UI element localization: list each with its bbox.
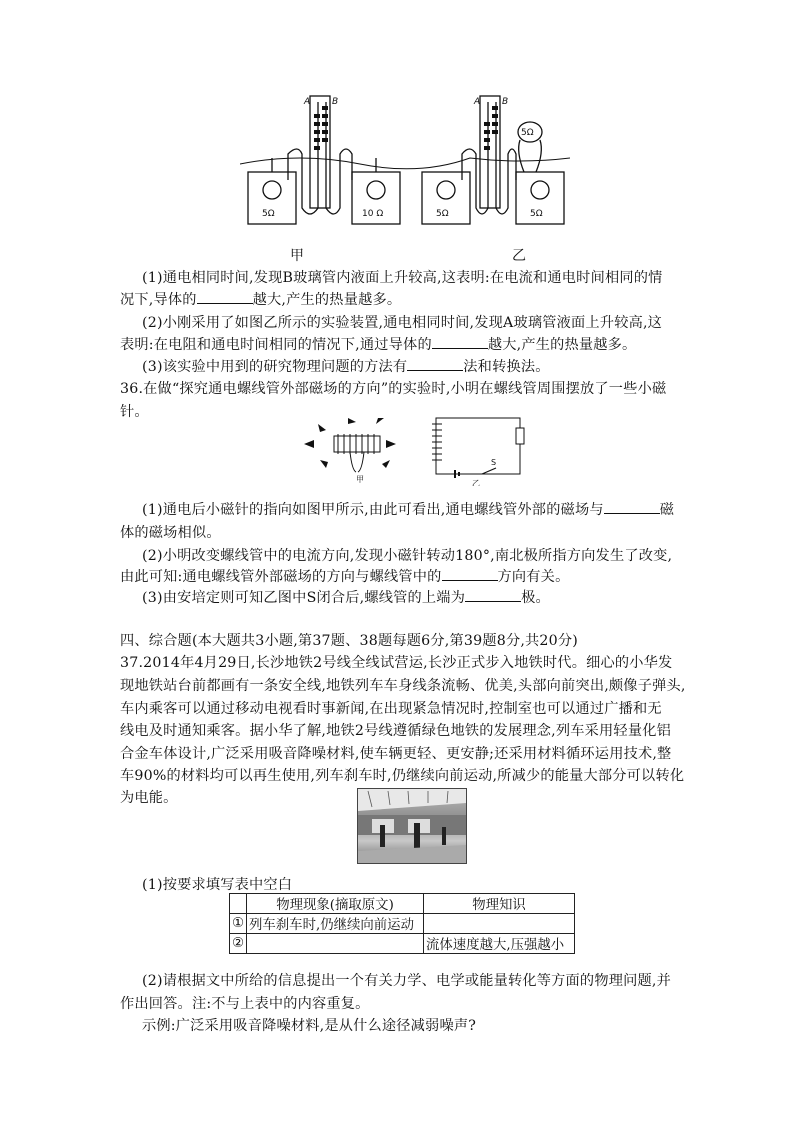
- q35-part2-line1: (2)小刚采用了如图乙所示的实验装置,通电相同时间,发现A玻璃管液面上升较高,这: [142, 315, 663, 331]
- q37-part2-line2: 作出回答。注:不与上表中的内容重复。: [120, 996, 370, 1012]
- resistor-label-5: 5Ω: [521, 128, 534, 138]
- tube-a-label-2: A: [474, 97, 481, 107]
- switch-label: S: [491, 458, 497, 467]
- q36-part2-line2: 由此可知:通电螺线管外部磁场的方向与螺线管中的 方向有关。: [120, 566, 569, 586]
- q35-part2-line2: 表明:在电阻和通电时间相同的情况下,通过导体的 越大,产生的热量越多。: [120, 334, 636, 354]
- answer-blank[interactable]: [432, 334, 488, 349]
- q37-part2-line1: (2)请根据文中所给的信息提出一个有关力学、电学或能量转化等方面的物理问题,并: [142, 973, 671, 989]
- answer-blank[interactable]: [407, 356, 463, 371]
- table-row: [230, 934, 575, 954]
- answer-blank[interactable]: [197, 289, 253, 304]
- table-header-row: [230, 894, 575, 914]
- solenoid-caption-jia: 甲: [356, 475, 364, 484]
- q37-text-line4: 线电及时通知乘客。据小华了解,地铁2号线遵循绿色地铁的发展理念,列车采用轻量化铝: [120, 723, 671, 739]
- solenoid-caption-yi: 乙: [472, 479, 480, 486]
- q37-text-line5: 合金车体设计,广泛采用吸音降噪材料,使车辆更轻、更安静;还采用材料循环运用技术,整: [120, 746, 672, 762]
- joule-heating-figure: [240, 92, 570, 262]
- q35-part1-line1: (1)通电相同时间,发现B玻璃管内液面上升较高,这表明:在电流和通电时间相同的情: [142, 270, 663, 286]
- q37-text-line6: 车90%的材料均可以再生使用,列车刹车时,仍继续向前运动,所减少的能量大部分可以转化: [120, 768, 685, 784]
- q36-part1-line2: 体的磁场相似。: [120, 525, 221, 541]
- tube-a-label: A: [304, 97, 311, 107]
- resistor-label-2: 10 Ω: [362, 209, 384, 219]
- resistor-label-1: 5Ω: [262, 209, 275, 219]
- q37-text-line1: 37.2014年4月29日,长沙地铁2号线全线试营运,长沙正式步入地铁时代。细心的小华发: [120, 655, 673, 671]
- table-header-cell: [230, 894, 247, 914]
- q35-part1-line2: 况下,导体的 越大,产生的热量越多。: [120, 289, 401, 309]
- resistor-label-4: 5Ω: [530, 209, 543, 219]
- q37-text-line3: 车内乘客可以通过移动电视看时事新闻,在出现紧急情况时,控制室也可以通过广播和无: [120, 701, 662, 717]
- answer-table: [229, 893, 575, 954]
- table-cell[interactable]: [424, 914, 575, 934]
- answer-blank[interactable]: [442, 566, 498, 581]
- q37-text-line2: 现地铁站台前都画有一条安全线,地铁列车车身线条流畅、优美,头部向前突出,颇像子弹头,: [120, 678, 686, 694]
- table-cell: ②: [230, 934, 247, 954]
- table-cell: 流体速度越大,压强越小: [424, 934, 575, 954]
- q36-stem-line2: 针。: [120, 404, 149, 420]
- table-row: [230, 914, 575, 934]
- table-cell: 列车刹车时,仍继续向前运动: [247, 914, 424, 934]
- section4-heading: 四、综合题(本大题共3小题,第37题、38题每题6分,第39题8分,共20分): [120, 633, 579, 649]
- subway-platform-photo: [357, 788, 467, 864]
- figure1-caption-yi: 乙: [512, 248, 526, 264]
- q36-part2-line1: (2)小明改变螺线管中的电流方向,发现小磁针转动180°,南北极所指方向发生了改变,: [142, 548, 673, 564]
- q36-stem-line1: 36.在做“探究通电螺线管外部磁场的方向”的实验时,小明在螺线管周围摆放了一些小磁: [120, 381, 667, 397]
- q37-part1: (1)按要求填写表中空白: [142, 877, 293, 893]
- resistor-label-3: 5Ω: [436, 209, 449, 219]
- q37-text-line7: 为电能。: [120, 790, 178, 806]
- table-cell: ①: [230, 914, 247, 934]
- q37-example: 示例:广泛采用吸音降噪材料,是从什么途径减弱噪声?: [142, 1018, 477, 1034]
- tube-b-label-2: B: [502, 97, 509, 107]
- q36-part1-line1: (1)通电后小磁针的指向如图甲所示,由此可看出,通电螺线管外部的磁场与 磁: [142, 499, 674, 519]
- table-header-cell: 物理知识: [424, 894, 575, 914]
- answer-blank[interactable]: [465, 587, 521, 602]
- figure1-caption-jia: 甲: [290, 248, 304, 264]
- answer-blank[interactable]: [604, 499, 660, 514]
- tube-b-label: B: [332, 97, 339, 107]
- q35-part3: (3)该实验中用到的研究物理问题的方法有 法和转换法。: [142, 356, 550, 376]
- q36-part3: (3)由安培定则可知乙图中S闭合后,螺线管的上端为 极。: [142, 587, 550, 607]
- table-header-cell: 物理现象(摘取原文): [247, 894, 424, 914]
- table-cell[interactable]: [247, 934, 424, 954]
- solenoid-figure: [296, 410, 536, 486]
